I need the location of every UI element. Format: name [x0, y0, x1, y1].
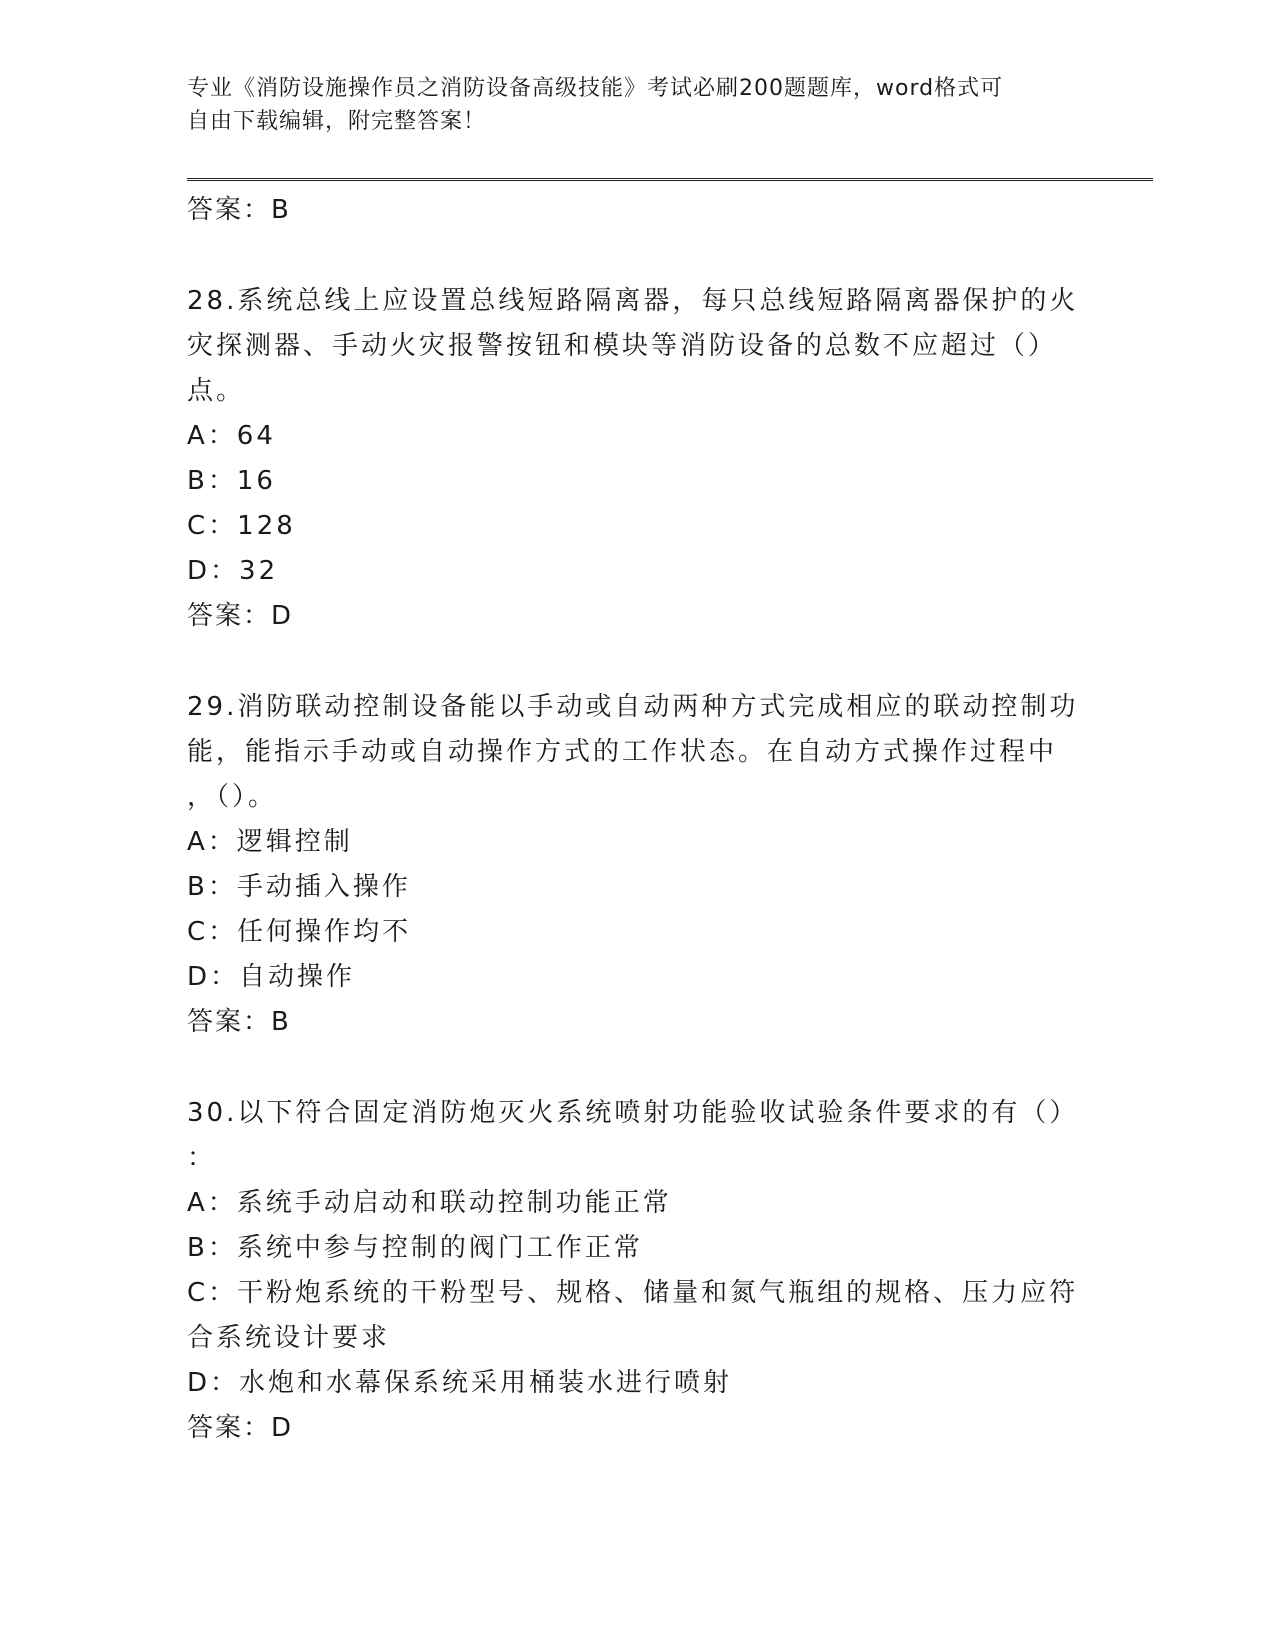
question-text-line: 28.系统总线上应设置总线短路隔离器，每只总线短路隔离器保护的火 [187, 286, 1079, 316]
question-text-line: 30.以下符合固定消防炮灭火系统喷射功能验收试验条件要求的有（） [187, 1098, 1079, 1128]
option-a: A：64 [187, 421, 276, 451]
header-divider [187, 178, 1153, 181]
option-c: C：128 [187, 511, 296, 541]
answer: 答案：D [187, 1413, 294, 1443]
question-30 [187, 1091, 1087, 1451]
header-line-1: 专业《消防设施操作员之消防设备高级技能》考试必刷200题题库，word格式可 [187, 76, 1004, 101]
option-d: D：水炮和水幕保系统采用桶装水进行喷射 [187, 1368, 733, 1398]
option-a: A：逻辑控制 [187, 827, 353, 857]
question-28 [187, 279, 1087, 639]
option-c-continued: 合系统设计要求 [187, 1323, 391, 1353]
question-text-line: 能，能指示手动或自动操作方式的工作状态。在自动方式操作过程中 [187, 737, 1058, 767]
spacer [187, 233, 1087, 279]
option-c: C：任何操作均不 [187, 917, 412, 947]
answer: 答案：D [187, 601, 294, 631]
question-text-line: 灾探测器、手动火灾报警按钮和模块等消防设备的总数不应超过（） [187, 331, 1058, 361]
question-29 [187, 685, 1087, 1045]
answer: 答案：B [187, 1007, 291, 1037]
option-d: D：自动操作 [187, 962, 356, 992]
option-b: B：16 [187, 466, 276, 496]
question-text-line: ： [187, 1143, 217, 1173]
question-text-line: 29.消防联动控制设备能以手动或自动两种方式完成相应的联动控制功 [187, 692, 1079, 722]
option-d: D：32 [187, 556, 279, 586]
option-c: C：干粉炮系统的干粉型号、规格、储量和氮气瓶组的规格、压力应符 [187, 1278, 1079, 1308]
question-list [187, 188, 1087, 1451]
option-b: B：系统中参与控制的阀门工作正常 [187, 1233, 643, 1263]
previous-answer: 答案：B [187, 195, 291, 225]
question-text-line: ，（）。 [187, 782, 278, 812]
option-b: B：手动插入操作 [187, 872, 411, 902]
header-line-2: 自由下载编辑，附完整答案！ [187, 109, 487, 134]
spacer [187, 1045, 1087, 1091]
question-text-line: 点。 [187, 376, 246, 406]
option-a: A：系统手动启动和联动控制功能正常 [187, 1188, 672, 1218]
page-header [187, 72, 1067, 138]
spacer [187, 639, 1087, 685]
